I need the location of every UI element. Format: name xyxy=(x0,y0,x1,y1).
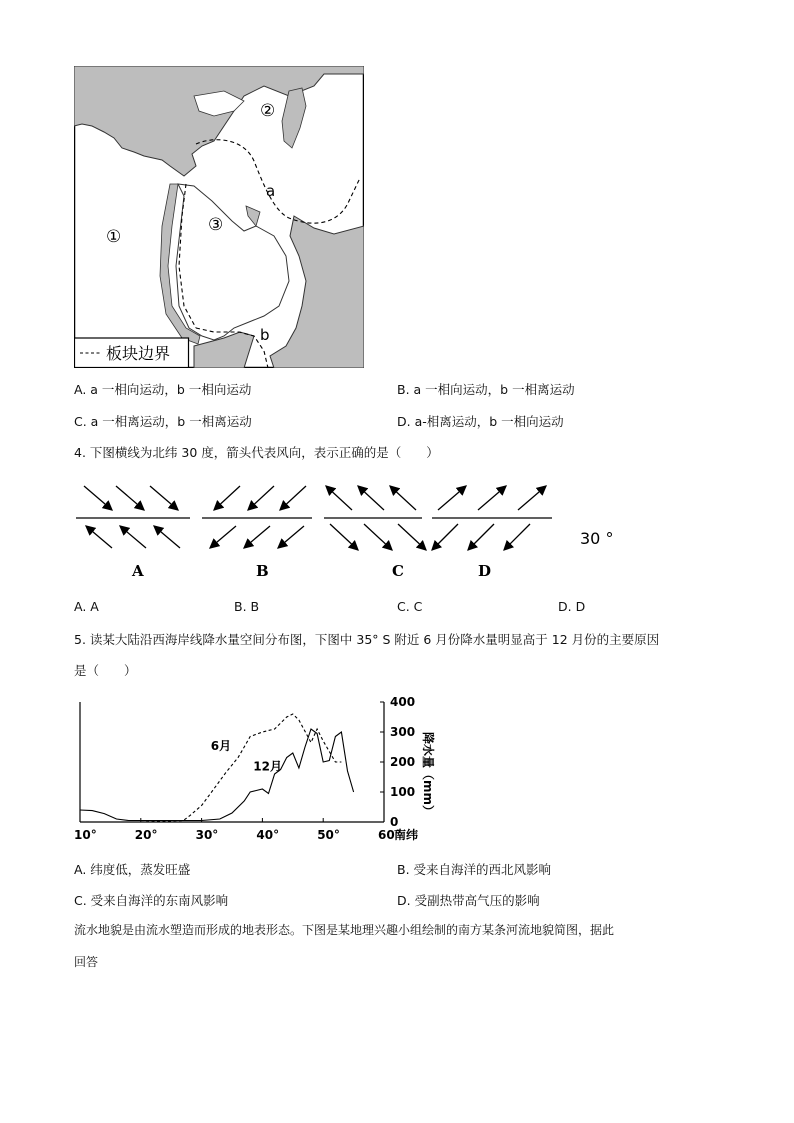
precip-chart xyxy=(64,692,444,850)
panel-label-d: D xyxy=(478,562,492,580)
material-line2: 回答 xyxy=(74,955,99,969)
wind-diagram xyxy=(74,478,634,588)
chart-x-axis-label: 南纬 xyxy=(394,828,419,842)
q4-option-d[interactable]: D. D xyxy=(558,599,586,614)
q5-option-b[interactable]: B. 受来自海洋的西北风影响 xyxy=(397,862,552,877)
q5-stem-line2: 是（ ） xyxy=(74,663,137,678)
latitude-label: 30 ° xyxy=(580,529,614,548)
q5-option-d[interactable]: D. 受副热带高气压的影响 xyxy=(397,893,540,908)
chart-x-tick-label: 10° xyxy=(74,828,97,842)
wind-diagram-svg xyxy=(74,478,634,588)
chart-x-tick-label: 40° xyxy=(256,828,280,842)
chart-y-tick-label: 300 xyxy=(390,725,416,739)
chart-y-tick-label: 0 xyxy=(390,815,399,829)
q5-option-c[interactable]: C. 受来自海洋的东南风影响 xyxy=(74,893,229,908)
q4-option-b[interactable]: B. B xyxy=(234,599,260,614)
panel-b-arrows xyxy=(210,486,306,548)
region-label-1: ① xyxy=(106,227,122,247)
region-label-3: ③ xyxy=(208,215,224,235)
chart-series-label-june: 6月 xyxy=(210,739,232,753)
chart-series-label-december: 12月 xyxy=(253,759,282,774)
panel-label-c: C xyxy=(392,562,404,580)
q3-option-c[interactable]: C. a 一相离运动，b 一相离运动 xyxy=(74,414,252,429)
panel-label-b: B xyxy=(256,562,269,580)
chart-y-tick-label: 100 xyxy=(390,785,416,799)
chart-series-june-line xyxy=(80,714,341,822)
plate-map xyxy=(74,66,364,368)
chart-x-tick-label: 20° xyxy=(134,828,158,842)
plate-map-svg xyxy=(74,66,364,368)
panel-label-a: A xyxy=(132,562,144,580)
panel-a-arrows xyxy=(84,486,180,548)
q4-stem: 4. 下图横线为北纬 30 度，箭头代表风向，表示正确的是（ ） xyxy=(74,445,439,460)
chart-x-tick-label: 30° xyxy=(195,828,219,842)
precip-chart-svg xyxy=(64,692,444,850)
q3-option-a[interactable]: A. a 一相向运动，b 一相向运动 xyxy=(74,382,252,397)
region-label-2: ② xyxy=(260,101,276,121)
chart-x-tick-label: 50° xyxy=(317,828,340,842)
boundary-label-b: b xyxy=(260,326,270,344)
q5-stem-line1: 5. 读某大陆沿西海岸线降水量空间分布图，下图中 35° S 附近 6 月份降水量明显高于 12 月份的主要原因 xyxy=(74,632,660,647)
q5-option-a[interactable]: A. 纬度低，蒸发旺盛 xyxy=(74,862,191,877)
legend-label: 板块边界 xyxy=(106,344,171,363)
chart-y-tick-label: 200 xyxy=(390,755,416,769)
boundary-label-a: a xyxy=(266,182,276,200)
q3-option-b[interactable]: B. a 一相向运动，b 一相离运动 xyxy=(397,382,575,397)
q4-option-c[interactable]: C. C xyxy=(397,599,423,614)
q3-option-d[interactable]: D. a-相离运动，b 一相向运动 xyxy=(397,414,564,429)
chart-y-axis-label: 降水量（mm） xyxy=(421,732,435,818)
chart-x-tick-label: 60° xyxy=(378,828,401,842)
chart-y-tick-label: 400 xyxy=(390,695,416,709)
q4-option-a[interactable]: A. A xyxy=(74,599,99,614)
material-line1: 流水地貌是由流水塑造而形成的地表形态。下图是某地理兴趣小组绘制的南方某条河流地貌简图，据此 xyxy=(74,923,615,937)
